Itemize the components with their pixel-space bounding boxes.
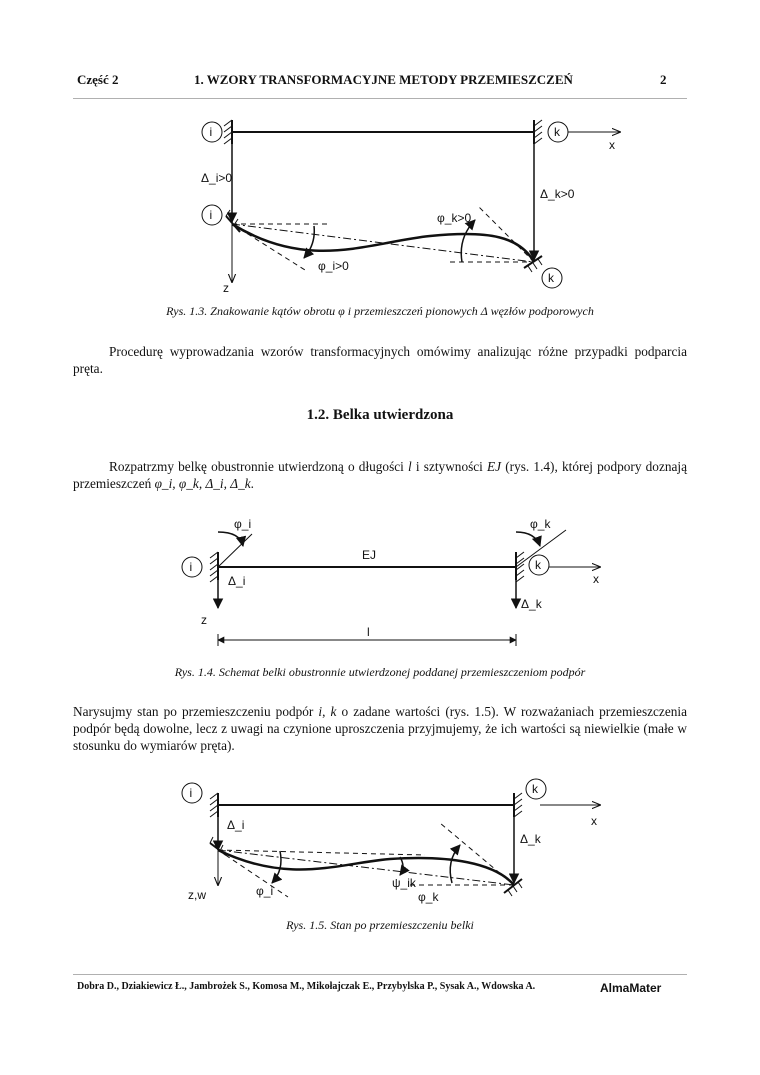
axis-z-label: z bbox=[223, 281, 229, 295]
node-i bbox=[182, 557, 202, 577]
node-k-bottom bbox=[542, 268, 562, 288]
node-i bbox=[182, 783, 202, 803]
support-i-top bbox=[210, 793, 218, 817]
support-k-top bbox=[534, 120, 542, 144]
intro-paragraph: Procedurę wyprowadzania wzorów transformacyjnych omówimy analizując różne przypadki podparcia pręta. bbox=[73, 344, 687, 376]
phi-k-label: φ_k bbox=[530, 517, 551, 531]
delta-k-label: Δ_k bbox=[520, 832, 541, 846]
support-i-top bbox=[224, 120, 232, 144]
figure-1-3 bbox=[190, 112, 630, 302]
svg-text:i: i bbox=[209, 208, 213, 222]
delta-k-label: Δ_k>0 bbox=[540, 187, 575, 201]
phi-k-arc bbox=[461, 220, 475, 262]
ref-line-i bbox=[218, 850, 425, 855]
figure-1-5 bbox=[170, 775, 630, 910]
phi-i-arc bbox=[218, 532, 243, 546]
axis-x-label: x bbox=[593, 572, 599, 586]
svg-text:k: k bbox=[554, 125, 560, 139]
figure-1-5-caption: Rys. 1.5. Stan po przemieszczeniu belki bbox=[286, 918, 474, 932]
support-i bbox=[210, 552, 218, 582]
footer-brand: AlmaMater bbox=[600, 981, 662, 995]
header-rule bbox=[73, 98, 687, 99]
node-k bbox=[526, 779, 546, 799]
delta-i-label: Δ_i bbox=[228, 574, 246, 588]
psi-ik-arc bbox=[400, 857, 403, 875]
svg-text:k: k bbox=[548, 271, 554, 285]
length-label: l bbox=[367, 625, 370, 639]
support-k bbox=[516, 552, 524, 582]
psi-ik-label: ψ_ik bbox=[392, 876, 416, 890]
node-k bbox=[529, 555, 549, 575]
support-i-bottom bbox=[226, 210, 240, 232]
header-title: 1. WZORY TRANSFORMACYJNE METODY PRZEMIESZCZEŃ bbox=[194, 72, 573, 87]
phi-k-label: φ_k>0 bbox=[437, 211, 472, 225]
figure-1-3-caption: Rys. 1.3. Znakowanie kątów obrotu φ i przemieszczeń pionowych Δ węzłów podporowych bbox=[166, 304, 594, 318]
paragraph-displacement: Narysujmy stan po przemieszczeniu podpór i, k o zadane wartości (rys. 1.5). W rozważaniach przemieszczenia podpór będą dowolne, lecz z uwagi na czynione uproszczenia przyjmujemy, że ich wartości są niewielkie (małe w stosunku do wymiarów pręta). bbox=[73, 704, 687, 753]
phi-i-label: φ_i bbox=[234, 517, 252, 531]
support-k-top bbox=[514, 793, 522, 817]
phi-k-arc bbox=[516, 532, 540, 546]
paragraph-beam-intro: Rozpatrzmy belkę obustronnie utwierdzoną o długości l i sztywności EJ (rys. 1.4), której podpory doznają przemieszczeń φ_i, φ_k, Δ_i, Δ_k. bbox=[73, 459, 687, 491]
svg-text:i: i bbox=[209, 125, 213, 139]
phi-i-label: φ_i bbox=[256, 884, 274, 898]
footer-rule bbox=[73, 974, 687, 975]
footer-authors: Dobra D., Dziakiewicz Ł., Jambrożek S., Komosa M., Mikołajczak E., Przybylska P., Sysak A., Wdowska A. bbox=[77, 981, 536, 992]
svg-text:k: k bbox=[532, 782, 538, 796]
phi-i-arc bbox=[304, 226, 314, 258]
header-page-number: 2 bbox=[660, 72, 667, 87]
axis-z-label: z bbox=[201, 613, 207, 627]
node-k-top bbox=[548, 122, 568, 142]
axis-x-label: x bbox=[609, 138, 615, 152]
header-part: Część 2 bbox=[77, 72, 119, 87]
node-i-top bbox=[202, 122, 222, 142]
stiffness-label: EJ bbox=[362, 548, 377, 562]
node-i-bottom bbox=[202, 205, 222, 225]
delta-k-label: Δ_k bbox=[521, 597, 542, 611]
phi-i-label: φ_i>0 bbox=[318, 259, 349, 273]
svg-text:k: k bbox=[535, 558, 541, 572]
axis-zw-label: z,w bbox=[188, 888, 206, 902]
support-k-bottom bbox=[504, 879, 522, 896]
svg-text:i: i bbox=[189, 560, 193, 574]
axis-x-label: x bbox=[591, 814, 597, 828]
delta-i-label: Δ_i bbox=[227, 818, 245, 832]
chord-line bbox=[218, 850, 514, 885]
figure-1-4 bbox=[170, 512, 630, 652]
delta-i-label: Δ_i>0 bbox=[201, 171, 233, 185]
phi-k-label: φ_k bbox=[418, 890, 439, 904]
svg-text:i: i bbox=[189, 786, 193, 800]
figure-1-4-caption: Rys. 1.4. Schemat belki obustronnie utwierdzonej poddanej przemieszczeniom podpór bbox=[174, 665, 586, 679]
section-title: 1.2. Belka utwierdzona bbox=[306, 407, 454, 423]
rotation-line-i bbox=[218, 534, 252, 567]
